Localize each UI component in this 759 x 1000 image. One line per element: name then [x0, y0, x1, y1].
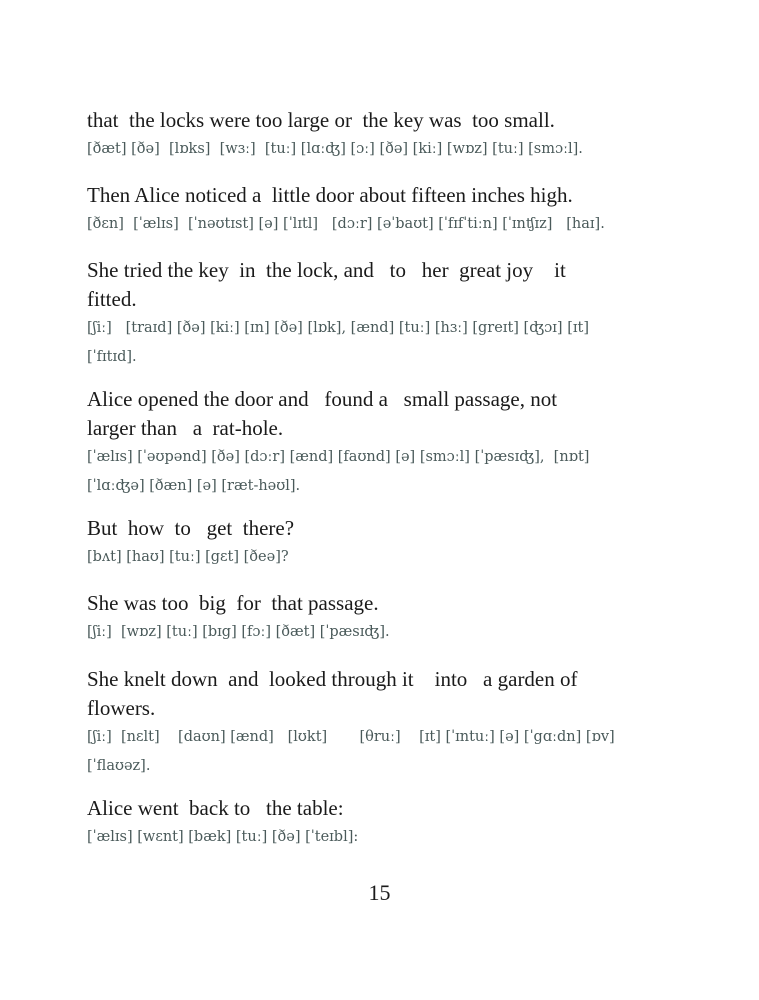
ipa-transcription: [bʌt] [haʊ] [tuː] [gɛt] [ðeə]? — [87, 549, 289, 565]
english-sentence: that the locks were too large or the key was too small. — [87, 108, 555, 132]
sentence-entry — [87, 256, 647, 372]
english-sentence: Alice went back to the table: — [87, 796, 344, 820]
ipa-transcription: [ðæt] [ðə] [lɒks] [wɜː] [tuː] [lɑːʤ] [ɔː] [ðə] [kiː] [wɒz] [tuː] [smɔːl]. — [87, 141, 583, 157]
english-sentence: She knelt down and looked through it into a garden of flowers. — [87, 667, 578, 720]
ipa-transcription: [ʃiː] [wɒz] [tuː] [bɪg] [fɔː] [ðæt] [ˈpæsɪʤ]. — [87, 624, 390, 640]
sentence-entry — [87, 106, 647, 164]
english-sentence: Alice opened the door and found a small passage, not larger than a rat-hole. — [87, 387, 558, 440]
ipa-transcription: [ˈælɪs] [wɛnt] [bæk] [tuː] [ðə] [ˈteɪbl]: — [87, 829, 359, 845]
sentence-entry — [87, 514, 647, 572]
sentence-entry — [87, 665, 647, 781]
english-sentence: She tried the key in the lock, and to her great joy it fitted. — [87, 258, 566, 311]
sentence-entry — [87, 794, 647, 852]
english-sentence: She was too big for that passage. — [87, 591, 379, 615]
sentence-entry — [87, 181, 647, 239]
english-sentence: But how to get there? — [87, 516, 295, 540]
page-number: 15 — [368, 880, 391, 905]
ipa-transcription: [ˈælɪs] [ˈəʊpənd] [ðə] [dɔːr] [ænd] [faʊnd] [ə] [smɔːl] [ˈpæsɪʤ], [nɒt] [ˈlɑːʤə] [ðæn] [ə] [ræt-həʊl]. — [87, 449, 590, 494]
english-sentence: Then Alice noticed a little door about fifteen inches high. — [87, 183, 573, 207]
ipa-transcription: [ʃiː] [nɛlt] [daʊn] [ænd] [lʊkt] [θruː] [ɪt] [ˈɪntuː] [ə] [ˈgɑːdn] [ɒv] [ˈflaʊəz]. — [87, 729, 615, 774]
sentence-entry — [87, 385, 647, 501]
ipa-transcription: [ðɛn] [ˈælɪs] [ˈnəʊtɪst] [ə] [ˈlɪtl] [dɔːr] [əˈbaʊt] [ˈfɪfˈtiːn] [ˈɪnʧɪz] [haɪ]. — [87, 216, 605, 232]
ipa-transcription: [ʃiː] [traɪd] [ðə] [kiː] [ɪn] [ðə] [lɒk], [ænd] [tuː] [hɜː] [greɪt] [ʤɔɪ] [ɪt] [ˈfɪtɪd]. — [87, 320, 589, 365]
sentence-entry — [87, 589, 647, 647]
